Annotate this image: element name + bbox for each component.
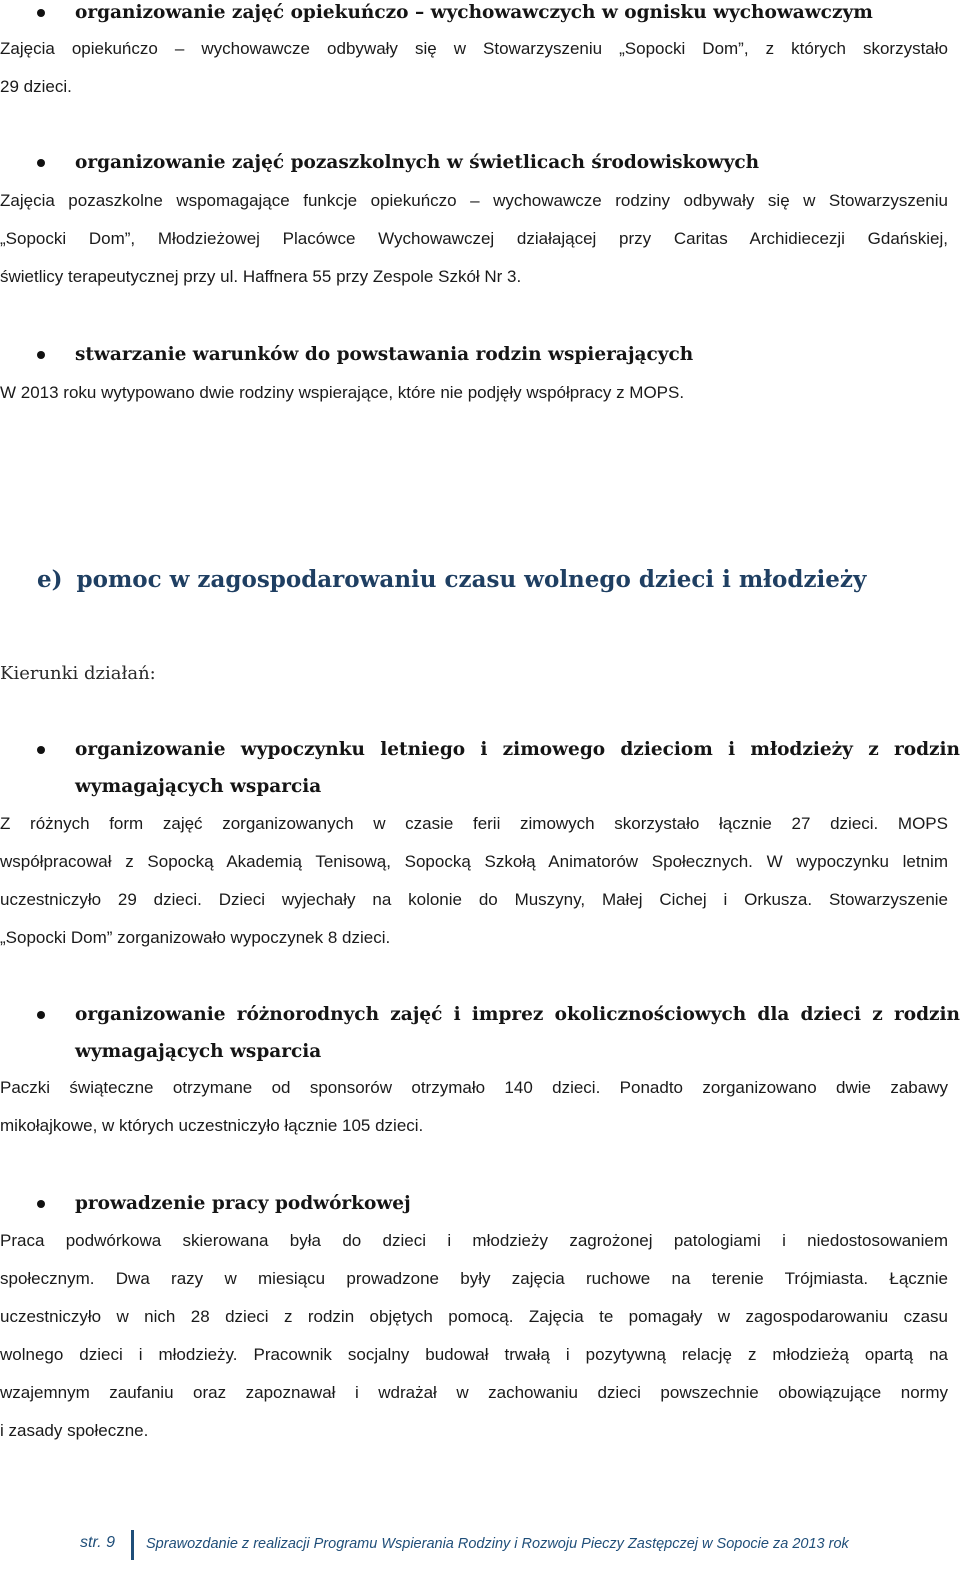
section-letter: e) <box>37 566 63 593</box>
section-title-text: pomoc w zagospodarowaniu czasu wolnego dzieci i młodzieży <box>76 566 867 593</box>
paragraph <box>0 182 948 296</box>
paragraph-line: Praca podwórkowa skierowana była do dzieci i młodzieży zagrożonej patologiami i niedostosowaniem <box>0 1231 948 1250</box>
page-footer <box>0 1530 960 1560</box>
bullet-icon <box>37 351 45 359</box>
bullet-heading <box>75 731 960 805</box>
page-number: str. 9 <box>80 1534 115 1551</box>
paragraph-line: 29 dzieci. <box>0 77 72 96</box>
paragraph-line: i zasady społeczne. <box>0 1421 149 1440</box>
heading-line: organizowanie różnorodnych zajęć i imprez okolicznościowych dla dzieci z rodzin <box>75 1004 960 1025</box>
paragraph-line: społecznym. Dwa razy w miesiącu prowadzone były zajęcia ruchowe na terenie Trójmiasta. Łącznie <box>0 1269 948 1288</box>
bullet-icon <box>37 9 45 17</box>
bullet-heading: organizowanie zajęć opiekuńczo – wychowawczych w ognisku wychowawczym <box>75 2 873 23</box>
bullet-icon <box>37 746 45 754</box>
heading-line: wymagających wsparcia <box>75 776 322 797</box>
paragraph-line: współpracował z Sopocką Akademią Tenisową, Sopocką Szkołą Animatorów Społecznych. W wypoczynku letnim <box>0 852 948 871</box>
subheading-kierunki: Kierunki działań: <box>0 663 156 684</box>
paragraph-line: „Sopocki Dom” zorganizowało wypoczynek 8 dzieci. <box>0 928 391 947</box>
paragraph <box>0 374 948 412</box>
paragraph <box>0 1222 948 1450</box>
bullet-heading: organizowanie zajęć pozaszkolnych w świetlicach środowiskowych <box>75 152 760 173</box>
section-heading <box>37 566 866 593</box>
paragraph-line: świetlicy terapeutycznej przy ul. Haffnera 55 przy Zespole Szkół Nr 3. <box>0 267 522 286</box>
bullet-icon <box>37 1200 45 1208</box>
paragraph-line: mikołajkowe, w których uczestniczyło łącznie 105 dzieci. <box>0 1116 424 1135</box>
paragraph-line: Zajęcia pozaszkolne wspomagające funkcje opiekuńczo – wychowawcze rodziny odbywały się w Stowarzyszeniu <box>0 191 948 210</box>
paragraph-line: W 2013 roku wytypowano dwie rodziny wspierające, które nie podjęły współpracy z MOPS. <box>0 383 685 402</box>
paragraph-line: wolnego dzieci i młodzieży. Pracownik socjalny budował trwałą i pozytywną relację z młodzieżą opartą na <box>0 1345 948 1364</box>
paragraph-line: „Sopocki Dom”, Młodzieżowej Placówce Wychowawczej działającej przy Caritas Archidiecezji Gdańskiej, <box>0 229 948 248</box>
footer-divider <box>131 1530 134 1560</box>
heading-line: organizowanie wypoczynku letniego i zimowego dzieciom i młodzieży z rodzin <box>75 739 960 760</box>
bullet-icon <box>37 159 45 167</box>
bullet-heading: prowadzenie pracy podwórkowej <box>75 1193 411 1214</box>
paragraph-line: Z różnych form zajęć zorganizowanych w czasie ferii zimowych skorzystało łącznie 27 dzieci. MOPS <box>0 814 948 833</box>
footer-title: Sprawozdanie z realizacji Programu Wspierania Rodziny i Rozwoju Pieczy Zastępczej w Sopocie za 2013 rok <box>146 1536 849 1552</box>
bullet-heading: stwarzanie warunków do powstawania rodzin wspierających <box>75 344 694 365</box>
paragraph-line: Paczki świąteczne otrzymane od sponsorów otrzymało 140 dzieci. Ponadto zorganizowano dwie zabawy <box>0 1078 948 1097</box>
heading-line: wymagających wsparcia <box>75 1041 322 1062</box>
paragraph-line: uczestniczyło w nich 28 dzieci z rodzin objętych pomocą. Zajęcia te pomagały w zagospodarowaniu czasu <box>0 1307 948 1326</box>
bullet-heading <box>75 996 960 1070</box>
paragraph <box>0 30 948 106</box>
paragraph <box>0 805 948 957</box>
paragraph-line: wzajemnym zaufaniu oraz zapoznawał i wdrażał w zachowaniu dzieci powszechnie obowiązujące normy <box>0 1383 948 1402</box>
paragraph-line: uczestniczyło 29 dzieci. Dzieci wyjechały na kolonie do Muszyny, Małej Cichej i Orkusza. Stowarzyszenie <box>0 890 948 909</box>
paragraph-line: Zajęcia opiekuńczo – wychowawcze odbywały się w Stowarzyszeniu „Sopocki Dom”, z których skorzystało <box>0 39 948 58</box>
bullet-icon <box>37 1011 45 1019</box>
paragraph <box>0 1069 948 1145</box>
